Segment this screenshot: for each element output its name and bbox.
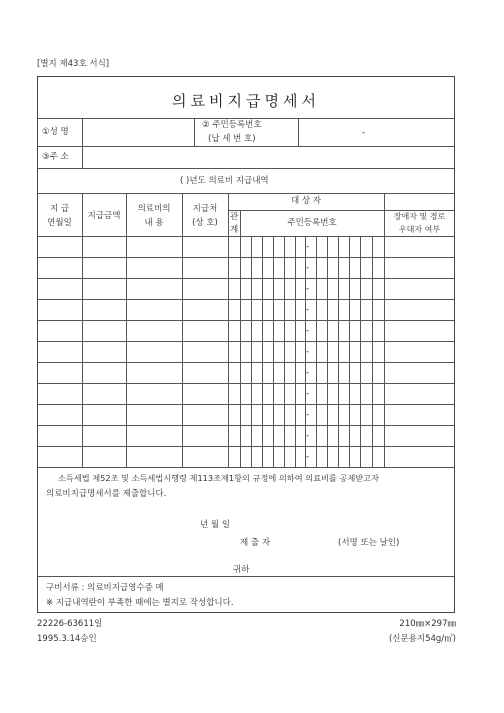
form-number-label: [별지 제43호 서식] bbox=[37, 59, 110, 69]
header-resident-number: 주민등록번호 bbox=[287, 218, 337, 228]
resident-number-label: ② 주민등록번호 bbox=[202, 120, 262, 130]
statement-text-2: 의료비지급명세서를 제출합니다. bbox=[46, 489, 167, 499]
header-payee-2: (상 호) bbox=[192, 218, 218, 228]
addressee: 귀하 bbox=[233, 565, 250, 575]
header-content: 의료비의 bbox=[137, 204, 171, 214]
paper-size: 210㎜×297㎜ bbox=[399, 619, 456, 629]
header-content-2: 내 용 bbox=[144, 218, 164, 228]
header-disabled-elderly-2: 우대자 여부 bbox=[398, 225, 441, 234]
row-dash: - bbox=[306, 284, 310, 294]
row-dash: - bbox=[306, 242, 310, 252]
approval-date: 1995.3.14승인 bbox=[37, 634, 97, 644]
payment-year-line: ( )년도 의료비 지급내역 bbox=[180, 176, 269, 186]
tax-number-label: (납 세 번 호) bbox=[208, 134, 256, 144]
form-code: 22226-63611일 bbox=[37, 619, 103, 629]
footnote: ※ 지급내역란이 부족한 때에는 별지로 작성합니다. bbox=[46, 598, 234, 608]
paper-type: (신문용지54g/㎡) bbox=[388, 634, 456, 644]
header-disabled-elderly: 장애자 및 경로 bbox=[393, 212, 446, 221]
header-payee: 지급처 bbox=[192, 204, 218, 214]
form-frame bbox=[37, 76, 455, 613]
header-relation: 관 bbox=[230, 212, 239, 222]
name-label: ①성 명 bbox=[42, 127, 69, 137]
resident-number-dash: - bbox=[362, 128, 366, 138]
row-dash: - bbox=[306, 263, 310, 273]
header-relation-2: 계 bbox=[230, 225, 239, 235]
statement-text: 소득세법 제52조 및 소득세법시행령 제113조제1항의 규정에 의하여 의료비를 공제받고자 bbox=[58, 473, 379, 483]
row-dash: - bbox=[306, 368, 310, 378]
signature-note: (서명 또는 날인) bbox=[338, 538, 400, 548]
row-dash: - bbox=[306, 431, 310, 441]
row-dash: - bbox=[306, 410, 310, 420]
address-label: ③주 소 bbox=[42, 152, 69, 162]
header-pay-date: 지 급 bbox=[49, 204, 70, 214]
row-dash: - bbox=[306, 347, 310, 357]
submission-date: 년 월 일 bbox=[200, 520, 231, 530]
form-title: 의료비지급명세서 bbox=[172, 92, 320, 110]
row-dash: - bbox=[306, 389, 310, 399]
submitter-label: 제 출 자 bbox=[240, 538, 271, 548]
header-target-person: 대 상 자 bbox=[290, 196, 322, 206]
row-dash: - bbox=[306, 326, 310, 336]
header-pay-date-2: 연월일 bbox=[47, 218, 72, 228]
header-amount: 지급금액 bbox=[87, 211, 121, 221]
attachment-note: 구비서류 : 의료비지급영수증 매 bbox=[46, 583, 164, 593]
row-dash: - bbox=[306, 452, 310, 462]
row-dash: - bbox=[306, 305, 310, 315]
